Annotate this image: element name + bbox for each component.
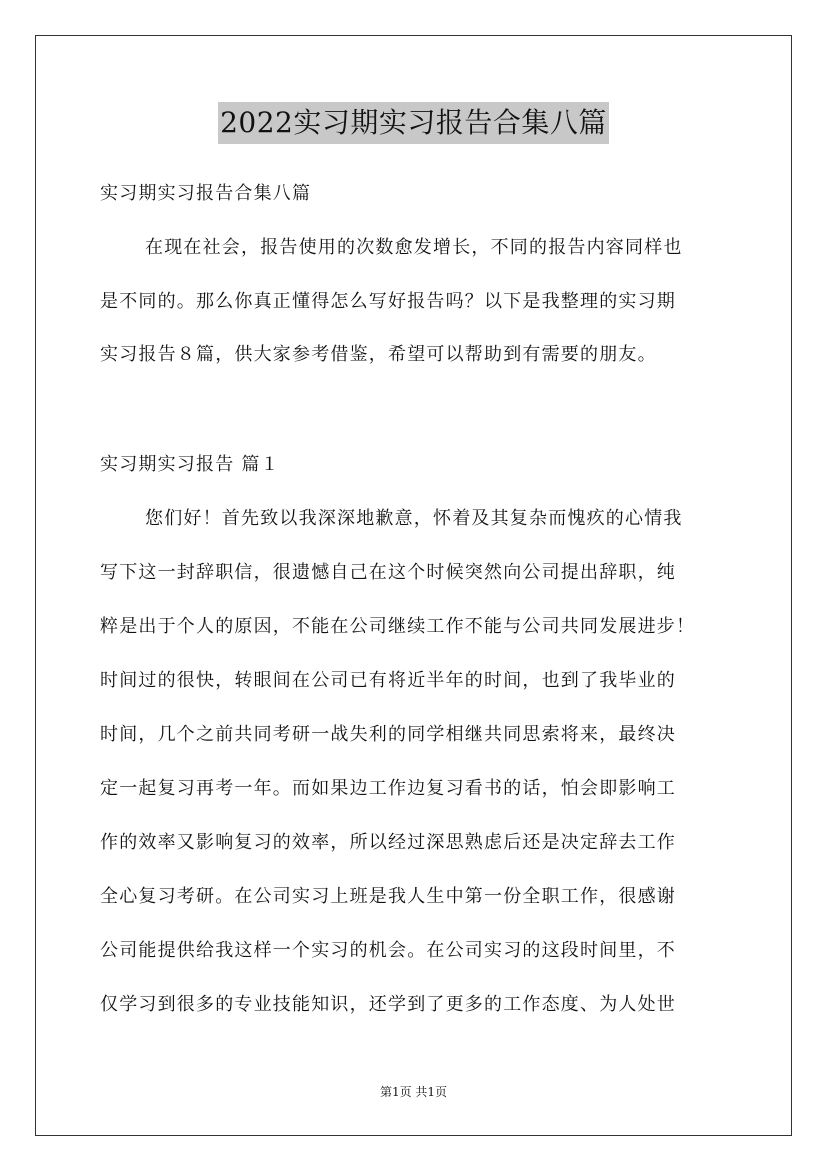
document-title: 2022实习期实习报告合集八篇 bbox=[218, 102, 609, 144]
body-line-2: 写下这一封辞职信，很遗憾自己在这个时候突然向公司提出辞职，纯 bbox=[100, 562, 676, 583]
body-line-8: 全心复习考研。在公司实习上班是我人生中第一份全职工作，很感谢 bbox=[100, 886, 676, 907]
body-line-5: 时间，几个之前共同考研一战失利的同学相继共同思索将来，最终决 bbox=[100, 724, 676, 745]
intro-line-3: 实习报告８篇，供大家参考借鉴，希望可以帮助到有需要的朋友。 bbox=[100, 344, 657, 365]
title-wrapper bbox=[0, 102, 827, 144]
intro-line-1: 在现在社会，报告使用的次数愈发增长，不同的报告内容同样也 bbox=[145, 237, 683, 258]
body-line-6: 定一起复习再考一年。而如果边工作边复习看书的话，怕会即影响工 bbox=[100, 778, 676, 799]
body-line-4: 时间过的很快，转眼间在公司已有将近半年的时间，也到了我毕业的 bbox=[100, 670, 676, 691]
page-footer: 第1页 共1页 bbox=[379, 1085, 448, 1099]
section-heading: 实习期实习报告 篇１ bbox=[100, 454, 280, 475]
intro-line-2: 是不同的。那么你真正懂得怎么写好报告吗？以下是我整理的实习期 bbox=[100, 291, 676, 312]
body-line-3: 粹是出于个人的原因，不能在公司继续工作不能与公司共同发展进步！ bbox=[100, 616, 696, 637]
body-line-1: 您们好！首先致以我深深地歉意，怀着及其复杂而愧疚的心情我 bbox=[145, 508, 683, 529]
body-line-7: 作的效率又影响复习的效率，所以经过深思熟虑后还是决定辞去工作 bbox=[100, 832, 676, 853]
body-line-10: 仅学习到很多的专业技能知识，还学到了更多的工作态度、为人处世 bbox=[100, 994, 676, 1015]
body-line-9: 公司能提供给我这样一个实习的机会。在公司实习的这段时间里，不 bbox=[100, 940, 676, 961]
document-subtitle: 实习期实习报告合集八篇 bbox=[100, 183, 312, 204]
